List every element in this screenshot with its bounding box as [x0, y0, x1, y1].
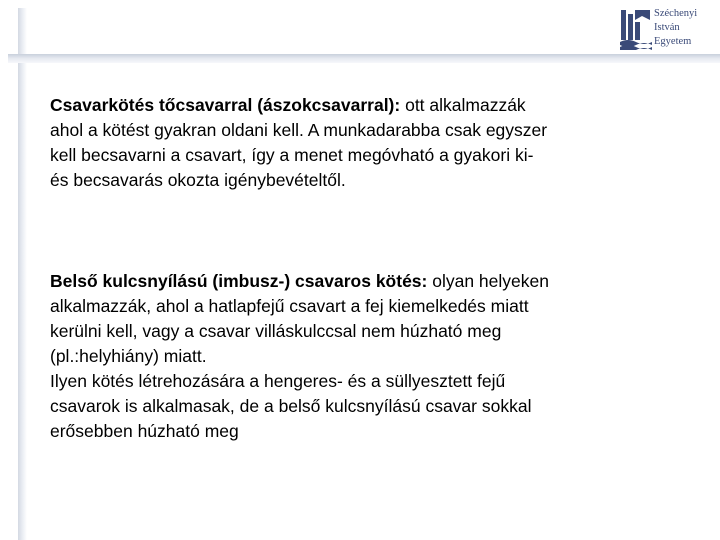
paragraph-line	[50, 93, 690, 118]
paragraph-line: kell becsavarni a csavart, így a menet megóvható a gyakori ki-	[50, 145, 534, 165]
paragraph-line: ahol a kötést gyakran oldani kell. A munkadarabba csak egyszer	[50, 120, 548, 140]
university-logo-text	[654, 7, 720, 49]
left-decorative-bar	[18, 8, 27, 540]
paragraph-text: ott alkalmazzák	[400, 95, 526, 115]
university-logo	[620, 6, 720, 52]
header-rule	[8, 54, 720, 63]
paragraph-line: (pl.:helyhiány) miatt.	[50, 346, 207, 366]
logo-line-2: István	[654, 22, 680, 33]
paragraph-stud-bolt-joint	[50, 93, 690, 193]
paragraph-line: kerülni kell, vagy a csavar villáskulccsal nem húzható meg	[50, 321, 502, 341]
logo-line-3: Egyetem	[654, 36, 692, 47]
paragraph-text: olyan helyeken	[427, 271, 549, 291]
paragraph-term: Csavarkötés tőcsavarral (ászokcsavarral):	[50, 95, 401, 115]
paragraph-line: erősebben húzható meg	[50, 421, 239, 441]
paragraph-term: Belső kulcsnyílású (imbusz-) csavaros kötés:	[50, 271, 428, 291]
paragraph-line: és becsavarás okozta igénybevételtől.	[50, 170, 346, 190]
paragraph-line: Ilyen kötés létrehozására a hengeres- és a süllyesztett fejű	[50, 371, 506, 391]
paragraph-line: alkalmazzák, ahol a hatlapfejű csavart a fej kiemelkedés miatt	[50, 296, 529, 316]
paragraph-line: csavarok is alkalmasak, de a belső kulcsnyílású csavar sokkal	[50, 396, 532, 416]
university-logo-icon	[620, 8, 652, 50]
logo-line-1: Széchenyi	[654, 8, 698, 19]
paragraph-line	[50, 269, 690, 294]
paragraph-hex-socket-joint	[50, 269, 690, 444]
